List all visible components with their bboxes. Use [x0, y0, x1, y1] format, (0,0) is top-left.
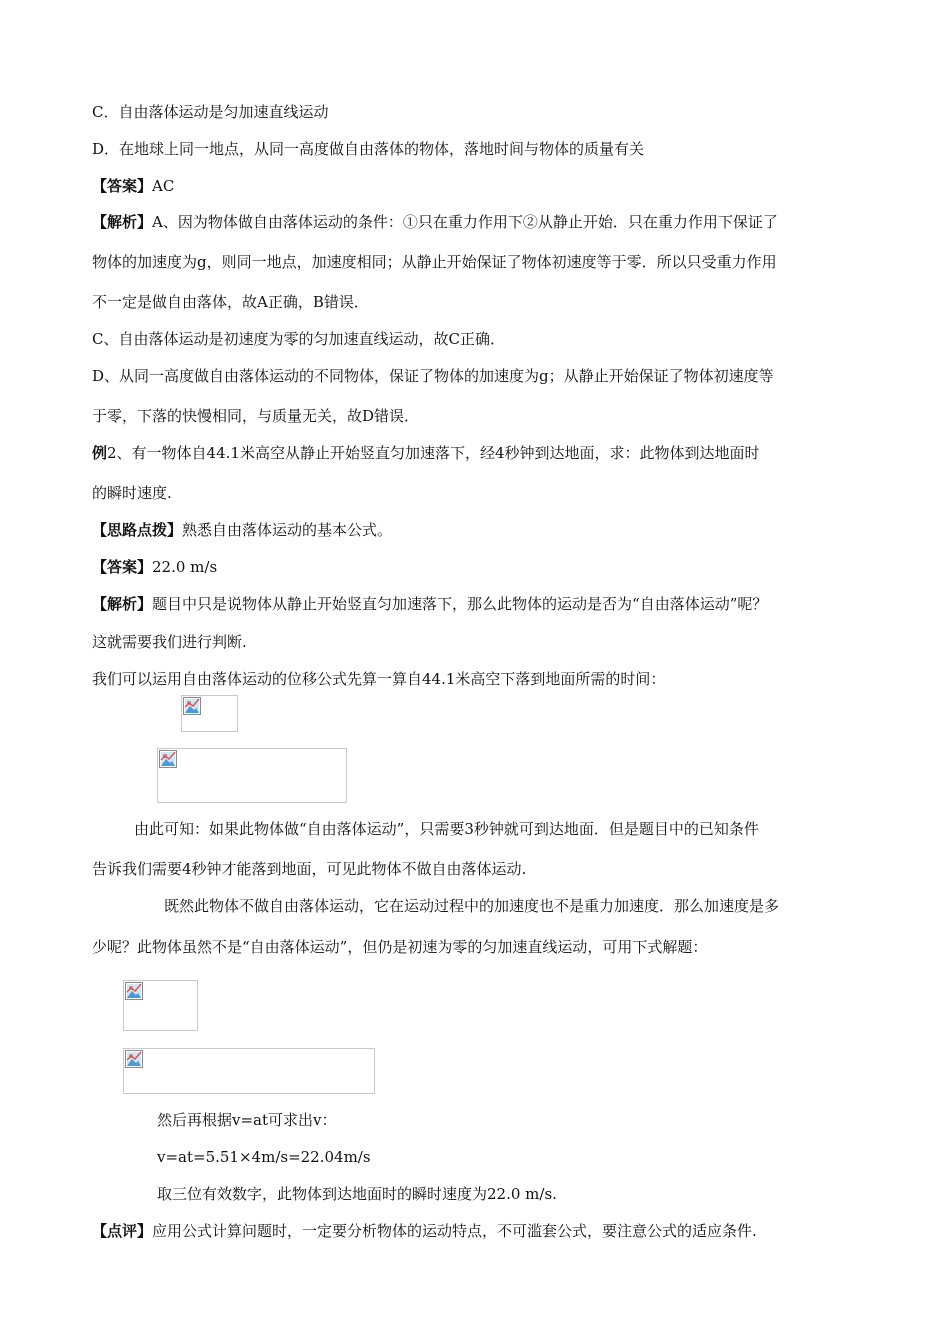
analysis-2-line-3: 我们可以运用自由落体运动的位移公式先算一算自44.1米高空下落到地面所需的时间：: [92, 670, 666, 688]
result-line: 取三位有效数字，此物体到达地面时的瞬时速度为22.0 m/s.: [157, 1185, 557, 1203]
conclusion-line-1: 由此可知：如果此物体做“自由落体运动”，只需要3秒钟就可到达地面．但是题目中的已知条件: [134, 820, 759, 838]
analysis-text: A、因为物体做自由落体运动的条件：①只在重力作用下②从静止开始．只在重力作用下保证了: [152, 213, 778, 231]
analysis-2-line-2: 这就需要我们进行判断.: [92, 633, 247, 651]
broken-image-icon: [159, 750, 177, 768]
formula-image-2: [157, 748, 347, 803]
hint-text: 熟悉自由落体运动的基本公式。: [182, 521, 393, 539]
analysis-2-line-1: [92, 594, 767, 614]
analysis-tag: 【解析】: [92, 595, 153, 613]
hint-tag: 【思路点拨】: [92, 521, 183, 539]
analysis-1-line-2: 物体的加速度为g，则同一地点，加速度相同；从静止开始保证了物体初速度等于零．所以只受重力作用: [92, 253, 777, 271]
answer-tag: 【答案】: [92, 558, 153, 576]
example-2-line-1: [92, 443, 760, 463]
analysis-text: 题目中只是说物体从静止开始竖直匀加速落下，那么此物体的运动是否为“自由落体运动”呢？: [152, 595, 768, 613]
analysis-1-line-1: [92, 212, 778, 232]
example-text: 2、有一物体自44.1米高空从静止开始竖直匀加速落下，经4秒钟到达地面，求：此物体到达地面时: [107, 444, 760, 462]
broken-image-icon: [125, 982, 143, 1000]
formula-image-3: [123, 980, 198, 1031]
acceleration-line-2: 少呢？此物体虽然不是“自由落体运动”，但仍是初速为零的匀加速直线运动，可用下式解题：: [92, 938, 708, 956]
example-tag: 例: [92, 444, 108, 462]
comment: [92, 1221, 757, 1241]
option-d: D．在地球上同一地点，从同一高度做自由落体的物体，落地时间与物体的质量有关: [92, 140, 645, 158]
formula-image-1: [181, 695, 238, 732]
analysis-1-line-5: D、从同一高度做自由落体运动的不同物体，保证了物体的加速度为g；从静止开始保证了物体初速度等: [92, 367, 774, 385]
formula-image-4: [123, 1048, 375, 1094]
analysis-1-line-4: C、自由落体运动是初速度为零的匀加速直线运动，故C正确．: [92, 330, 505, 348]
analysis-tag: 【解析】: [92, 213, 153, 231]
option-c: C．自由落体运动是匀加速直线运动: [92, 103, 329, 121]
analysis-1-line-6: 于零，下落的快慢相同，与质量无关，故D错误．: [92, 407, 420, 425]
answer-text: 22.0 m/s: [152, 558, 218, 576]
calc-line: v=at=5.51×4m/s=22.04m/s: [157, 1148, 371, 1166]
conclusion-line-2: 告诉我们需要4秒钟才能落到地面，可见此物体不做自由落体运动.: [92, 860, 527, 878]
solve-v-line: 然后再根据v=at可求出v：: [157, 1111, 337, 1129]
answer-tag: 【答案】: [92, 177, 153, 195]
example-2-line-2: 的瞬时速度.: [92, 484, 172, 502]
hint: [92, 520, 392, 540]
comment-text: 应用公式计算问题时，一定要分析物体的运动特点，不可滥套公式，要注意公式的适应条件.: [152, 1222, 757, 1240]
answer-1: [92, 176, 174, 196]
broken-image-icon: [125, 1050, 143, 1068]
comment-tag: 【点评】: [92, 1222, 153, 1240]
acceleration-line-1: 既然此物体不做自由落体运动，它在运动过程中的加速度也不是重力加速度．那么加速度是多: [164, 897, 780, 915]
broken-image-icon: [183, 697, 201, 715]
answer-2: [92, 557, 217, 577]
answer-text: AC: [152, 177, 175, 195]
analysis-1-line-3: 不一定是做自由落体，故A正确，B错误．: [92, 293, 369, 311]
